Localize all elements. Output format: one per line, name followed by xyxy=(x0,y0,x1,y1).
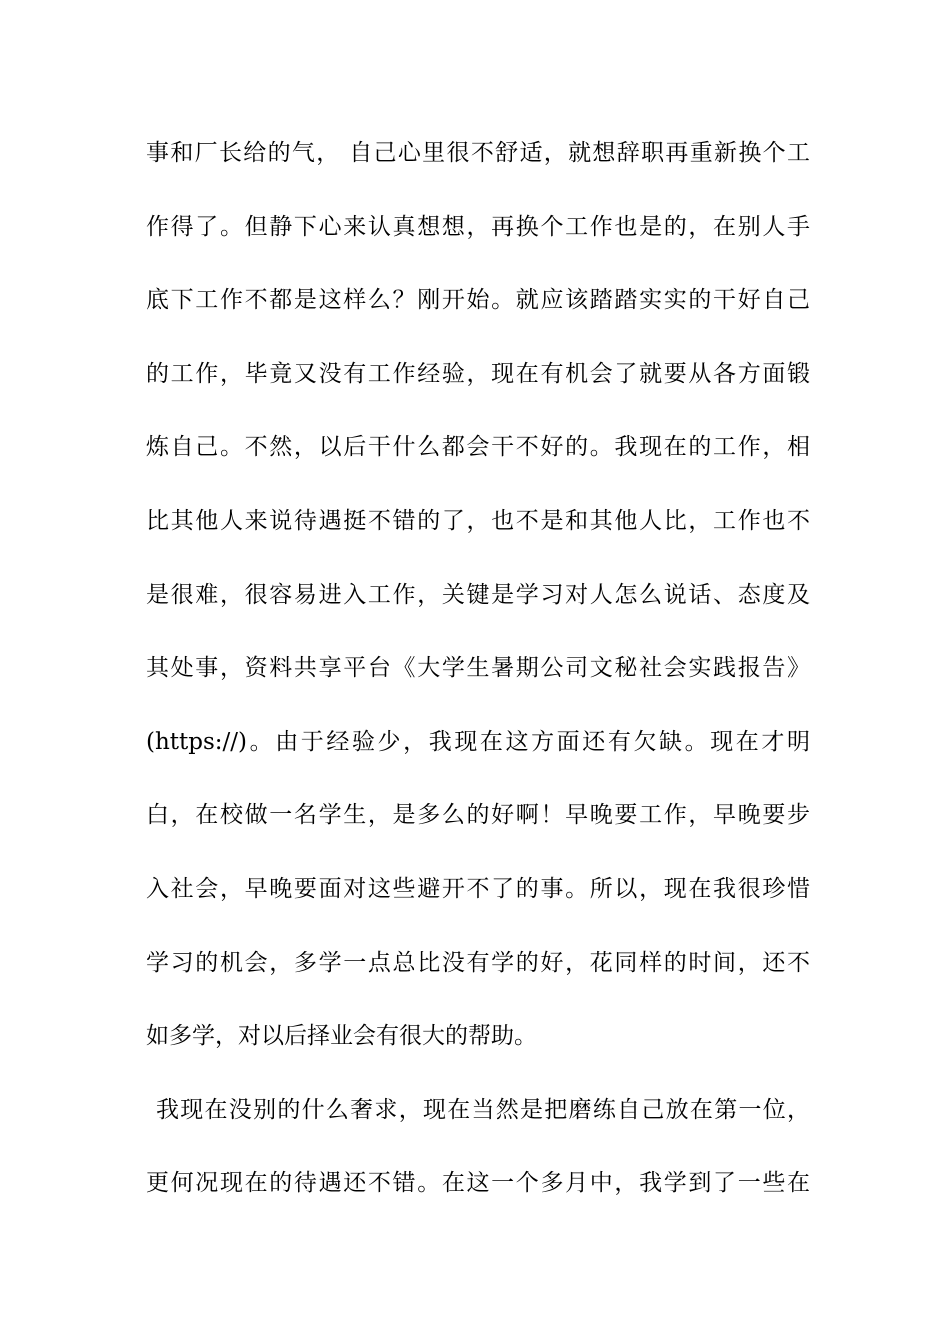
paragraph-start-line: 我现在没别的什么奢求，现在当然是把磨练自己放在第一位， xyxy=(156,1096,810,1123)
text-line: 入社会，早晚要面对这些避开不了的事。所以，现在我很珍惜 xyxy=(146,875,810,902)
text-line: 其处事，资料共享平台《大学生暑期公司文秘社会实践报告》 xyxy=(146,655,810,682)
text-line: (https://)。由于经验少，我现在这方面还有欠缺。现在才明 xyxy=(146,728,810,755)
text-line: 学习的机会，多学一点总比没有学的好，花同样的时间，还不 xyxy=(146,949,810,976)
text-line: 比其他人来说待遇挺不错的了，也不是和其他人比，工作也不 xyxy=(146,507,810,534)
text-line: 底下工作不都是这样么？刚开始。就应该踏踏实实的干好自己 xyxy=(146,287,810,314)
text-line: 是很难，很容易进入工作，关键是学习对人怎么说话、态度及 xyxy=(146,581,810,608)
text-line: 的工作，毕竟又没有工作经验，现在有机会了就要从各方面锻 xyxy=(146,360,810,387)
paragraph-end-line: 如多学，对以后择业会有很大的帮助。 xyxy=(146,1023,537,1050)
text-line: 炼自己。不然，以后干什么都会干不好的。我现在的工作，相 xyxy=(146,434,810,461)
text-line: 白，在校做一名学生，是多么的好啊！早晚要工作，早晚要步 xyxy=(146,802,810,829)
text-line: 作得了。但静下心来认真想想，再换个工作也是的，在别人手 xyxy=(146,213,810,240)
text-line: 更何况现在的待遇还不错。在这一个多月中，我学到了一些在 xyxy=(146,1170,810,1197)
body-text xyxy=(146,128,810,1232)
text-line: 事和厂长给的气， 自己心里很不舒适，就想辞职再重新换个工 xyxy=(146,140,810,166)
